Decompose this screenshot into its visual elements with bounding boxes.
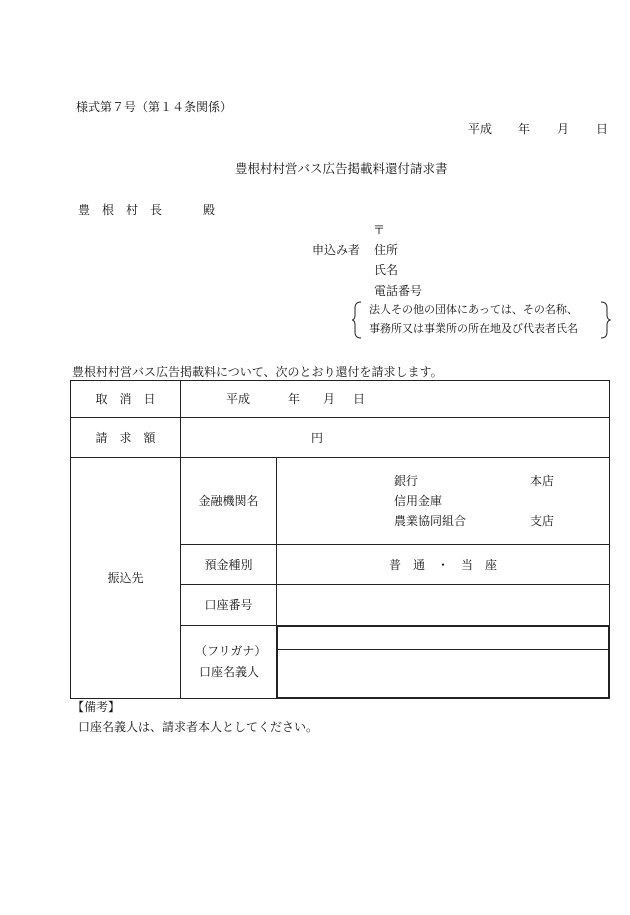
cancel-date-day: 日	[353, 392, 366, 406]
request-sentence: 豊根村村営バス広告掲載料について、次のとおり還付を請求します。	[72, 365, 443, 379]
name-label: 氏名	[374, 263, 399, 277]
phone-label: 電話番号	[374, 284, 423, 298]
account-holder-field[interactable]	[278, 650, 609, 698]
cancel-date-row	[71, 381, 610, 418]
bank-name-field[interactable]	[277, 458, 610, 545]
furigana-label: （フリガナ）	[195, 644, 267, 658]
note-line-1: 法人その他の団体にあっては、その名称、	[369, 303, 578, 316]
deposit-type-field[interactable]: 普 通 ・ 当 座	[277, 545, 610, 585]
cancel-date-field[interactable]	[181, 381, 610, 418]
amount-label: 請 求 額	[71, 418, 181, 458]
refund-form-table	[70, 380, 610, 699]
cancel-date-era: 平成	[226, 392, 251, 406]
addressee-honorific: 殿	[203, 203, 216, 217]
account-number-label: 口座番号	[181, 585, 277, 626]
remarks-heading: 【備考】	[72, 700, 121, 714]
addressee-name: 豊 根 村 長	[78, 203, 163, 217]
amount-unit: 円	[311, 431, 324, 445]
note-line-2: 事務所又は事業所の所在地及び代表者氏名	[369, 322, 578, 335]
cancel-date-label: 取 消 日	[71, 381, 181, 418]
form-number: 様式第７号（第１４条関係）	[76, 100, 233, 114]
cancel-date-year: 年	[288, 392, 301, 406]
transfer-label: 振込先	[71, 458, 181, 699]
bank-type-shinkin: 信用金庫	[394, 494, 443, 508]
header-date-month: 月	[557, 122, 570, 136]
account-holder-label: 口座名義人	[199, 665, 260, 679]
address-label: 住所	[374, 243, 399, 257]
amount-row	[71, 418, 610, 458]
branch-type-branch: 支店	[530, 514, 555, 528]
document-title: 豊根村村営バス広告掲載料還付請求書	[235, 161, 448, 176]
account-number-field[interactable]	[277, 585, 610, 626]
cancel-date-month: 月	[323, 392, 336, 406]
corporate-note	[352, 300, 612, 340]
postal-mark: 〒	[373, 223, 386, 237]
account-holder-nested	[277, 626, 609, 698]
branch-type-head: 本店	[530, 474, 555, 488]
bank-name-label: 金融機関名	[181, 458, 277, 545]
account-holder-label-cell	[181, 626, 277, 699]
remarks-text: 口座名義人は、請求者本人としてください。	[78, 720, 319, 734]
amount-field[interactable]	[181, 418, 610, 458]
account-holder-fields	[277, 626, 610, 699]
bank-name-row	[71, 458, 610, 545]
bank-type-bank: 銀行	[394, 474, 419, 488]
deposit-type-label: 預金種別	[181, 545, 277, 585]
applicant-role-label: 申込み者	[312, 243, 361, 257]
header-date-era: 平成	[468, 122, 493, 136]
header-date-day: 日	[596, 122, 609, 136]
furigana-field[interactable]	[278, 627, 609, 650]
bank-type-ja: 農業協同組合	[394, 514, 467, 528]
header-date-year: 年	[518, 122, 531, 136]
